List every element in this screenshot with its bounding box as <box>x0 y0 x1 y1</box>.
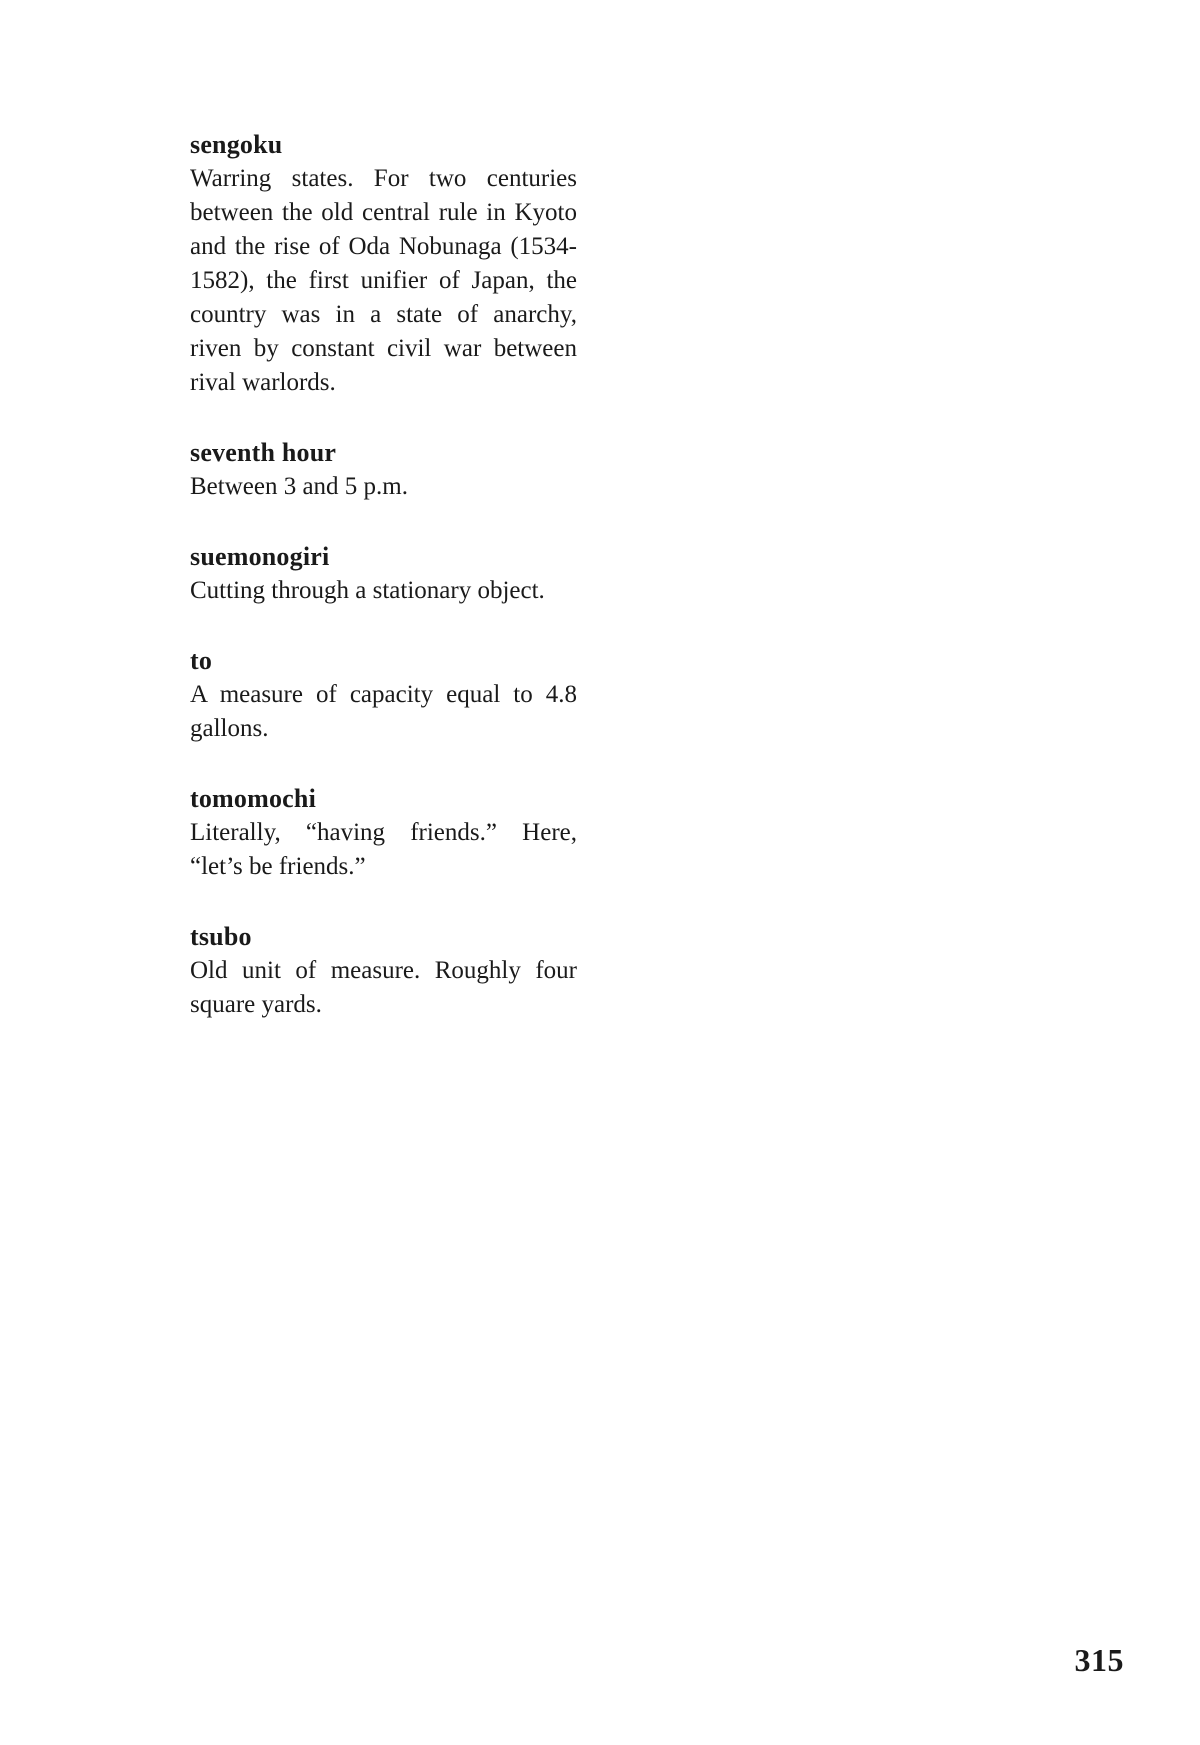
glossary-definition: Old unit of measure. Roughly four square yards. <box>190 957 577 1018</box>
glossary-term: to <box>190 646 213 675</box>
glossary-entry <box>190 782 577 884</box>
glossary-term: seventh hour <box>190 438 337 467</box>
glossary-entry <box>190 644 577 746</box>
glossary-entry <box>190 436 577 504</box>
glossary-entry <box>190 128 577 400</box>
glossary-definition: Between 3 and 5 p.m. <box>190 473 409 500</box>
glossary-entry <box>190 920 577 1022</box>
glossary-term: suemonogiri <box>190 542 330 571</box>
glossary-list <box>190 128 577 1058</box>
glossary-entry <box>190 540 577 608</box>
glossary-term: tsubo <box>190 922 252 951</box>
glossary-definition: A measure of capacity equal to 4.8 gallons. <box>190 681 577 742</box>
page-number: 315 <box>1074 1642 1124 1678</box>
glossary-definition: Cutting through a stationary object. <box>190 577 545 604</box>
glossary-term: tomomochi <box>190 784 316 813</box>
glossary-term: sengoku <box>190 130 283 159</box>
glossary-definition: Literally, “having friends.” Here, “let’s be friends.” <box>190 819 577 880</box>
glossary-definition: Warring states. For two centuries between the old central rule in Kyoto and the rise of Oda Nobunaga (1534-1582), the first unifier of Japan, the country was in a state of anarchy, riven by constant civil war between rival warlords. <box>190 165 577 396</box>
